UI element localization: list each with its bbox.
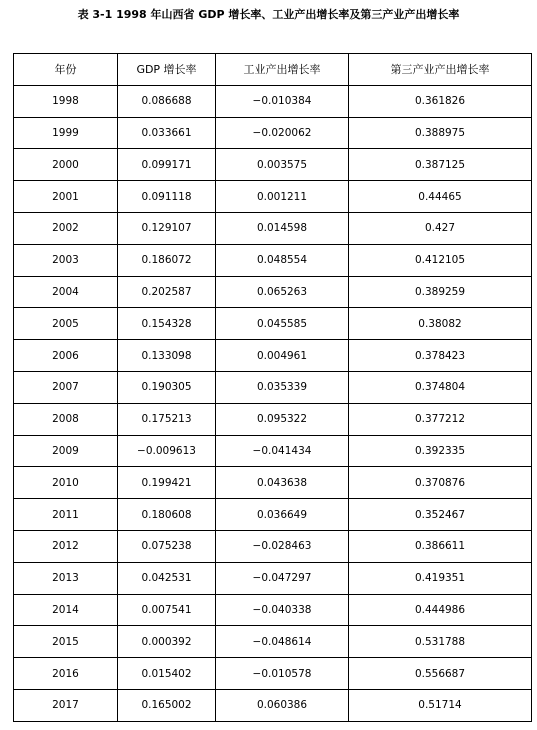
table-row [14,212,532,244]
cell-tertiary-growth: 0.412105 [349,244,532,276]
table-row [14,435,532,467]
cell-year: 2016 [14,658,118,690]
header-year: 年份 [14,54,118,86]
cell-industrial-growth: 0.065263 [216,276,349,308]
cell-tertiary-growth: 0.378423 [349,340,532,372]
cell-gdp-growth: 0.186072 [118,244,216,276]
cell-year: 2011 [14,499,118,531]
cell-industrial-growth: −0.047297 [216,562,349,594]
table-row [14,308,532,340]
cell-industrial-growth: 0.045585 [216,308,349,340]
cell-tertiary-growth: 0.392335 [349,435,532,467]
cell-gdp-growth: 0.165002 [118,689,216,721]
cell-gdp-growth: 0.086688 [118,85,216,117]
cell-gdp-growth: 0.199421 [118,467,216,499]
table-row [14,85,532,117]
cell-tertiary-growth: 0.38082 [349,308,532,340]
table-row [14,467,532,499]
cell-gdp-growth: 0.133098 [118,340,216,372]
cell-year: 2013 [14,562,118,594]
table-row [14,658,532,690]
cell-tertiary-growth: 0.419351 [349,562,532,594]
cell-year: 2014 [14,594,118,626]
table-row [14,181,532,213]
cell-gdp-growth: 0.099171 [118,149,216,181]
cell-gdp-growth: 0.033661 [118,117,216,149]
cell-gdp-growth: 0.000392 [118,626,216,658]
cell-industrial-growth: 0.001211 [216,181,349,213]
cell-year: 2017 [14,689,118,721]
cell-tertiary-growth: 0.352467 [349,499,532,531]
growth-rate-table [13,53,532,722]
cell-industrial-growth: −0.010578 [216,658,349,690]
cell-gdp-growth: 0.129107 [118,212,216,244]
cell-industrial-growth: 0.003575 [216,149,349,181]
table-row [14,403,532,435]
cell-tertiary-growth: 0.556687 [349,658,532,690]
cell-year: 2004 [14,276,118,308]
cell-year: 1999 [14,117,118,149]
cell-gdp-growth: 0.091118 [118,181,216,213]
cell-industrial-growth: −0.041434 [216,435,349,467]
cell-year: 2006 [14,340,118,372]
cell-tertiary-growth: 0.386611 [349,530,532,562]
cell-tertiary-growth: 0.361826 [349,85,532,117]
cell-gdp-growth: 0.202587 [118,276,216,308]
header-gdp-growth: GDP 增长率 [118,54,216,86]
table-row [14,562,532,594]
cell-tertiary-growth: 0.444986 [349,594,532,626]
cell-tertiary-growth: 0.427 [349,212,532,244]
cell-gdp-growth: 0.007541 [118,594,216,626]
table-row [14,371,532,403]
cell-tertiary-growth: 0.374804 [349,371,532,403]
table-body [14,85,532,721]
cell-industrial-growth: −0.028463 [216,530,349,562]
header-tertiary-growth: 第三产业产出增长率 [349,54,532,86]
cell-tertiary-growth: 0.389259 [349,276,532,308]
cell-year: 2012 [14,530,118,562]
cell-year: 2007 [14,371,118,403]
cell-year: 2015 [14,626,118,658]
table-row [14,244,532,276]
cell-gdp-growth: −0.009613 [118,435,216,467]
cell-industrial-growth: 0.095322 [216,403,349,435]
cell-year: 2003 [14,244,118,276]
table-row [14,276,532,308]
cell-industrial-growth: 0.035339 [216,371,349,403]
header-row [14,54,532,86]
table-row [14,530,532,562]
cell-year: 2009 [14,435,118,467]
table-row [14,594,532,626]
cell-tertiary-growth: 0.388975 [349,117,532,149]
cell-industrial-growth: −0.020062 [216,117,349,149]
cell-gdp-growth: 0.180608 [118,499,216,531]
cell-industrial-growth: −0.040338 [216,594,349,626]
table-row [14,149,532,181]
cell-tertiary-growth: 0.531788 [349,626,532,658]
cell-tertiary-growth: 0.51714 [349,689,532,721]
table-row [14,117,532,149]
table-caption: 表 3-1 1998 年山西省 GDP 增长率、工业产出增长率及第三产业产出增长率 [77,8,460,21]
cell-tertiary-growth: 0.377212 [349,403,532,435]
cell-industrial-growth: 0.043638 [216,467,349,499]
cell-industrial-growth: −0.048614 [216,626,349,658]
cell-gdp-growth: 0.015402 [118,658,216,690]
cell-industrial-growth: 0.048554 [216,244,349,276]
cell-year: 2002 [14,212,118,244]
cell-gdp-growth: 0.075238 [118,530,216,562]
cell-industrial-growth: 0.060386 [216,689,349,721]
cell-industrial-growth: 0.036649 [216,499,349,531]
cell-gdp-growth: 0.175213 [118,403,216,435]
cell-year: 2000 [14,149,118,181]
cell-year: 2008 [14,403,118,435]
cell-year: 2005 [14,308,118,340]
cell-industrial-growth: −0.010384 [216,85,349,117]
table-row [14,626,532,658]
cell-gdp-growth: 0.154328 [118,308,216,340]
header-industrial-growth: 工业产出增长率 [216,54,349,86]
cell-year: 1998 [14,85,118,117]
cell-gdp-growth: 0.042531 [118,562,216,594]
cell-gdp-growth: 0.190305 [118,371,216,403]
table-row [14,340,532,372]
cell-industrial-growth: 0.014598 [216,212,349,244]
cell-tertiary-growth: 0.370876 [349,467,532,499]
cell-tertiary-growth: 0.44465 [349,181,532,213]
cell-year: 2010 [14,467,118,499]
cell-tertiary-growth: 0.387125 [349,149,532,181]
cell-year: 2001 [14,181,118,213]
table-row [14,499,532,531]
table-row [14,689,532,721]
table-header [14,54,532,86]
cell-industrial-growth: 0.004961 [216,340,349,372]
